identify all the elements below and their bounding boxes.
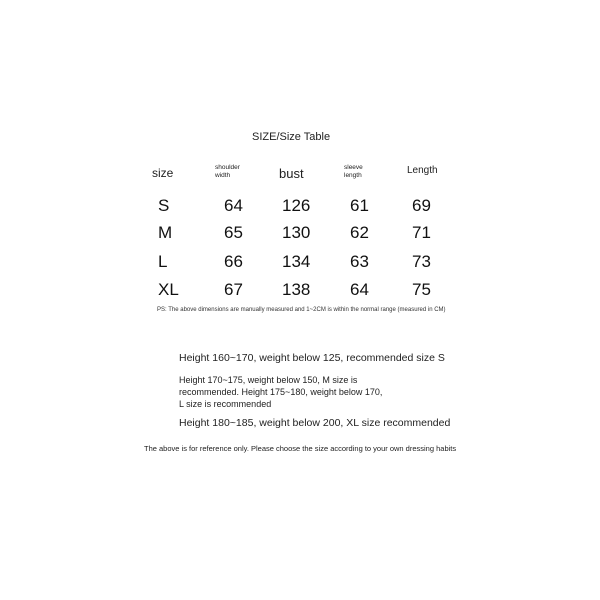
size-table — [140, 160, 480, 310]
header-sleeve-length — [344, 164, 363, 180]
measurement-note: PS: The above dimensions are manually measured and 1~2CM is within the normal range (measured in CM) — [157, 307, 446, 313]
header-bust: bust — [279, 166, 304, 181]
table-row — [140, 196, 480, 220]
cell-shoulder: 65 — [224, 223, 243, 242]
header-size: size — [152, 166, 174, 180]
cell-sleeve: 61 — [350, 196, 369, 215]
cell-bust: 134 — [282, 252, 311, 271]
cell-size: M — [158, 223, 173, 242]
cell-size: L — [158, 252, 168, 271]
cell-sleeve: 64 — [350, 280, 369, 299]
header-shoulder-line2: width — [215, 172, 231, 179]
recommendation-size-m-l: Height 170~175, weight below 150, M size is recommended. Height 175~180, weight below 170, L size is recommended — [179, 375, 383, 409]
header-sleeve-line2: length — [344, 172, 362, 179]
recommendation-size-s: Height 160~170, weight below 125, recommended size S — [179, 352, 445, 364]
cell-shoulder: 64 — [224, 196, 243, 215]
reference-disclaimer: The above is for reference only. Please choose the size according to your own dressing habits — [144, 444, 457, 453]
header-shoulder-line1: shoulder — [215, 164, 240, 171]
header-sleeve-line1: sleeve — [344, 164, 363, 171]
cell-size: S — [158, 196, 170, 215]
cell-bust: 130 — [282, 223, 311, 242]
cell-length: 69 — [412, 196, 431, 215]
header-length: Length — [407, 165, 438, 176]
cell-length: 75 — [412, 280, 431, 299]
table-row — [140, 252, 480, 276]
header-shoulder-width — [215, 164, 240, 180]
table-row — [140, 223, 480, 247]
table-row — [140, 280, 480, 304]
cell-bust: 138 — [282, 280, 311, 299]
cell-size: XL — [158, 280, 179, 299]
cell-length: 73 — [412, 252, 431, 271]
recommendation-size-xl: Height 180~185, weight below 200, XL size recommended — [179, 417, 451, 429]
cell-shoulder: 66 — [224, 252, 243, 271]
cell-sleeve: 63 — [350, 252, 369, 271]
cell-length: 71 — [412, 223, 431, 242]
cell-shoulder: 67 — [224, 280, 243, 299]
cell-sleeve: 62 — [350, 223, 369, 242]
cell-bust: 126 — [282, 196, 311, 215]
page-title: SIZE/Size Table — [252, 131, 331, 143]
